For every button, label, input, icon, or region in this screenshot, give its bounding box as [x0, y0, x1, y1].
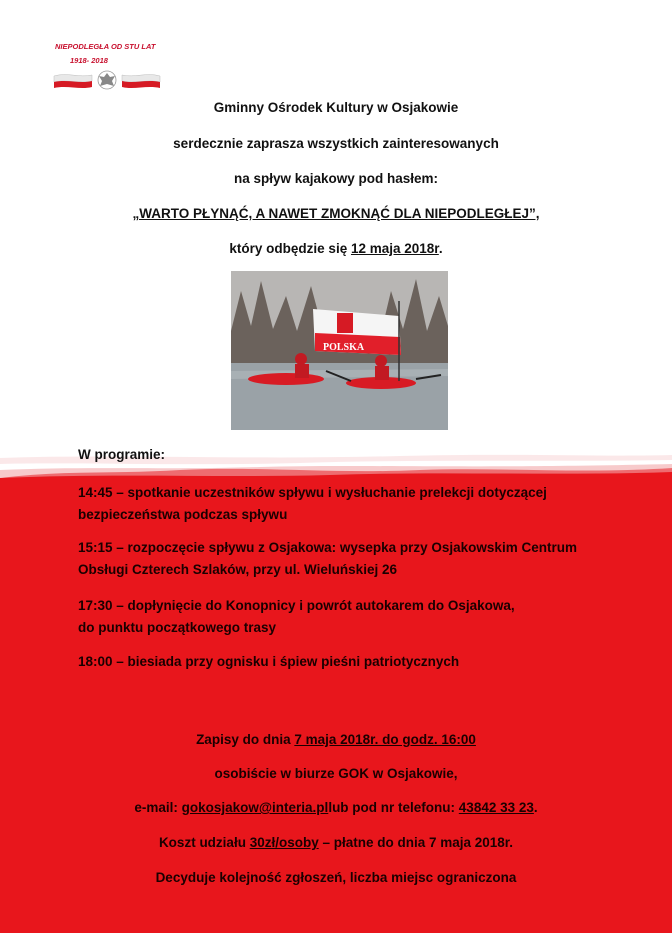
- program-item-1-line-1: 14:45 – spotkanie uczestników spływu i wysłuchanie prelekcji dotyczącej: [78, 485, 547, 500]
- limited-places-note: Decyduje kolejność zgłoszeń, liczba miejsc ograniczona: [155, 870, 517, 885]
- signup-office: osobiście w biurze GOK w Osjakowie,: [214, 766, 458, 781]
- signup-deadline: 7 maja 2018r. do godz. 16:00: [294, 732, 476, 747]
- email-prefix: e-mail:: [134, 800, 182, 815]
- date-prefix: który odbędzie się: [229, 241, 351, 256]
- phone-number: 43842 33 23: [458, 800, 534, 815]
- program-item-3-line-2: do punktu początkowego trasy: [78, 620, 277, 635]
- logo-years: 1918- 2018: [70, 56, 108, 65]
- kayak-photo-image: [231, 271, 448, 430]
- logo-title: NIEPODLEGŁA OD STU LAT: [55, 42, 156, 51]
- cost-amount: 30zł/osoby: [249, 835, 319, 850]
- anniversary-logo: [52, 42, 162, 96]
- polish-eagle-flag-ribbon-icon: [52, 68, 162, 94]
- invitation-line: serdecznie zaprasza wszystkich zainteresowanych: [173, 136, 499, 151]
- program-item-2-line-1: 15:15 – rozpoczęcie spływu z Osjakowa: wysepka przy Osjakowskim Centrum: [78, 540, 577, 555]
- cost-prefix: Koszt udziału: [158, 835, 250, 850]
- program-item-3-line-1: 17:30 – dopłynięcie do Konopnicy i powrót autokarem do Osjakowa,: [78, 598, 515, 613]
- organizer-name: Gminny Ośrodek Kultury w Osjakowie: [213, 100, 459, 115]
- flag-polska-text: POLSKA: [323, 342, 365, 353]
- cost-line: [0, 835, 672, 850]
- phone-prefix: lub pod nr telefonu:: [328, 800, 459, 815]
- signup-contact-line: [0, 800, 672, 815]
- program-item-1-line-2: bezpieczeństwa podczas spływu: [78, 507, 288, 522]
- program-item-2-line-2: Obsługi Czterech Szlaków, przy ul. Wieluńskiej 26: [78, 562, 397, 577]
- program-item-4-line-1: 18:00 – biesiada przy ognisku i śpiew pieśni patriotycznych: [78, 654, 460, 669]
- program-heading: W programie:: [78, 447, 166, 462]
- event-intro: na spływ kajakowy pod hasłem:: [233, 171, 439, 186]
- signup-deadline-line: [0, 732, 672, 747]
- phone-suffix: .: [533, 800, 538, 815]
- event-date-line: [0, 241, 672, 256]
- date-suffix: .: [438, 241, 443, 256]
- cost-suffix: – płatne do dnia 7 maja 2018r.: [318, 835, 514, 850]
- event-date: 12 maja 2018r: [350, 241, 439, 256]
- kayak-photo: [231, 271, 448, 430]
- signup-prefix: Zapisy do dnia: [196, 732, 295, 747]
- email-link[interactable]: gokosjakow@interia.pl: [181, 800, 329, 815]
- event-slogan: „WARTO PŁYNĄĆ, A NAWET ZMOKNĄĆ DLA NIEPODLEGŁEJ”,: [132, 206, 540, 221]
